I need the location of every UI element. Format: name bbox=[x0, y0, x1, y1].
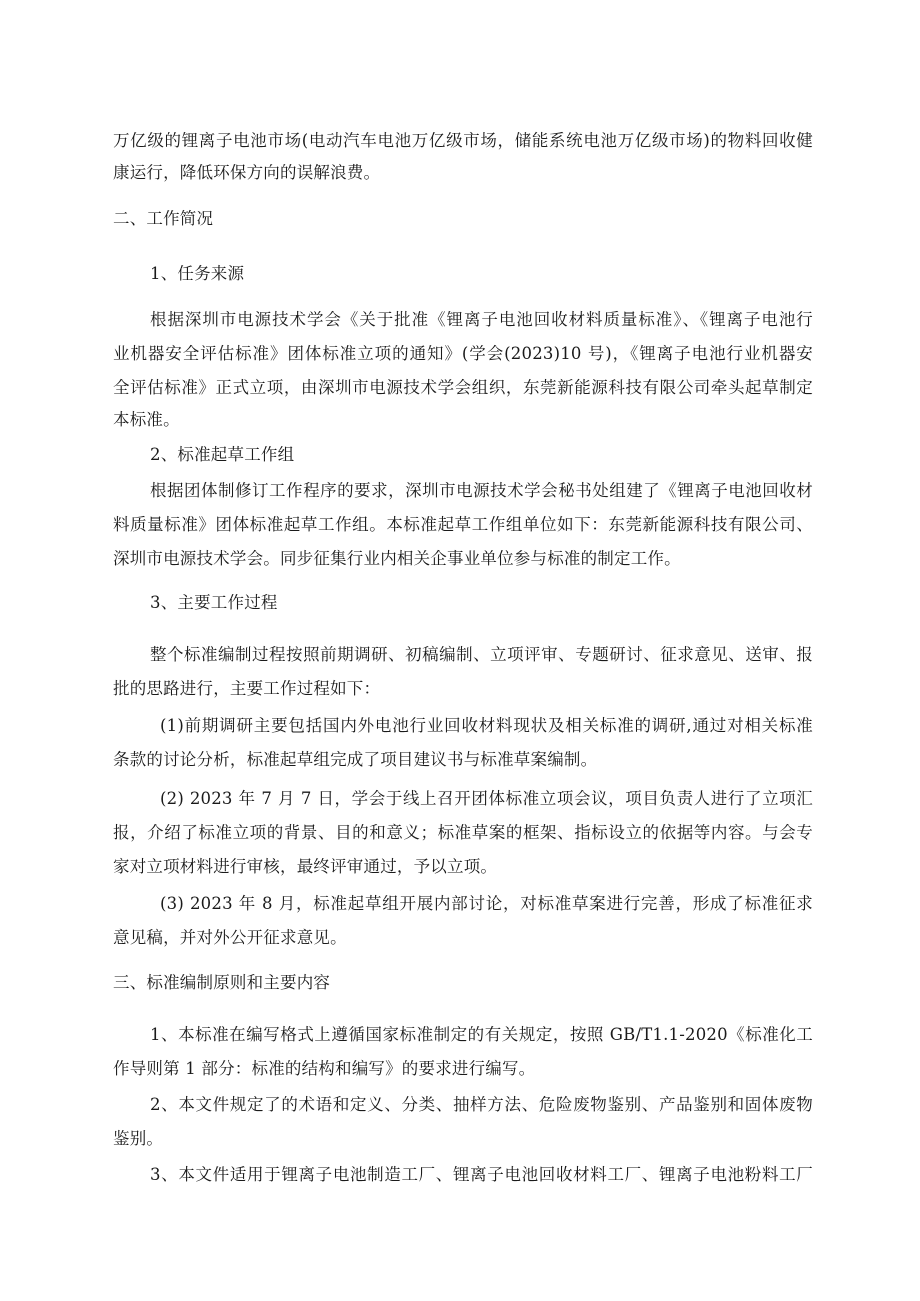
process-item-3-line-2: 意见稿，并对外公开征求意见。 bbox=[113, 928, 347, 947]
process-item-2-line-3: 家对立项材料进行审核，最终评审通过，予以立项。 bbox=[113, 857, 498, 876]
process-item-2-line-2: 报，介绍了标准立项的背景、目的和意义；标准草案的框架、指标设立的依据等内容。与会专 bbox=[113, 823, 813, 842]
task-source-line-2: 业机器安全评估标准》团体标准立项的通知》(学会(2023)10 号)，《锂离子电池行业机器安 bbox=[113, 344, 813, 363]
principle-2-line-1: 2、本文件规定了的术语和定义、分类、抽样方法、危险废物鉴别、产品鉴别和固体废物 bbox=[150, 1095, 813, 1114]
subsection-drafting-group-heading: 2、标准起草工作组 bbox=[150, 445, 295, 464]
task-source-line-1: 根据深圳市电源技术学会《关于批准《锂离子电池回收材料质量标准》、《锂离子电池行 bbox=[150, 310, 813, 329]
section-2-heading: 二、工作简况 bbox=[113, 209, 214, 228]
drafting-group-line-1: 根据团体制修订工作程序的要求，深圳市电源技术学会秘书处组建了《锂离子电池回收材 bbox=[150, 481, 813, 500]
principle-2-line-2: 鉴别。 bbox=[113, 1129, 164, 1148]
intro-line-2: 康运行，降低环保方向的误解浪费。 bbox=[113, 163, 381, 182]
subsection-work-process-heading: 3、主要工作过程 bbox=[150, 593, 278, 612]
task-source-line-4: 本标准。 bbox=[113, 410, 180, 429]
principle-1-line-1: 1、本标准在编写格式上遵循国家标准制定的有关规定，按照 GB/T1.1-2020《标准化工 bbox=[150, 1025, 813, 1044]
intro-line-1: 万亿级的锂离子电池市场(电动汽车电池万亿级市场，储能系统电池万亿级市场)的物料回收健 bbox=[113, 131, 813, 150]
work-process-line-1: 整个标准编制过程按照前期调研、初稿编制、立项评审、专题研讨、征求意见、送审、报 bbox=[150, 645, 813, 664]
principle-3-line-1: 3、本文件适用于锂离子电池制造工厂、锂离子电池回收材料工厂、锂离子电池粉料工厂 bbox=[150, 1165, 813, 1184]
process-item-1-line-2: 条款的讨论分析，标准起草组完成了项目建议书与标准草案编制。 bbox=[113, 750, 598, 769]
subsection-task-source-heading: 1、任务来源 bbox=[150, 264, 245, 283]
process-item-1-line-1: (1)前期调研主要包括国内外电池行业回收材料现状及相关标准的调研,通过对相关标准 bbox=[160, 716, 813, 735]
work-process-line-2: 批的思路进行，主要工作过程如下： bbox=[113, 679, 381, 698]
section-3-heading: 三、标准编制原则和主要内容 bbox=[113, 973, 331, 992]
task-source-line-3: 全评估标准》正式立项，由深圳市电源技术学会组织，东莞新能源科技有限公司牵头起草制定 bbox=[113, 378, 813, 397]
process-item-3-line-1: (3) 2023 年 8 月，标准起草组开展内部讨论，对标准草案进行完善，形成了标准征求 bbox=[160, 894, 813, 913]
drafting-group-line-2: 料质量标准》团体标准起草工作组。本标准起草工作组单位如下：东莞新能源科技有限公司、 bbox=[113, 515, 813, 534]
drafting-group-line-3: 深圳市电源技术学会。同步征集行业内相关企事业单位参与标准的制定工作。 bbox=[113, 549, 681, 568]
process-item-2-line-1: (2) 2023 年 7 月 7 日，学会于线上召开团体标准立项会议，项目负责人进行了立项汇 bbox=[160, 789, 813, 808]
principle-1-line-2: 作导则第 1 部分：标准的结构和编写》的要求进行编写。 bbox=[113, 1059, 536, 1078]
